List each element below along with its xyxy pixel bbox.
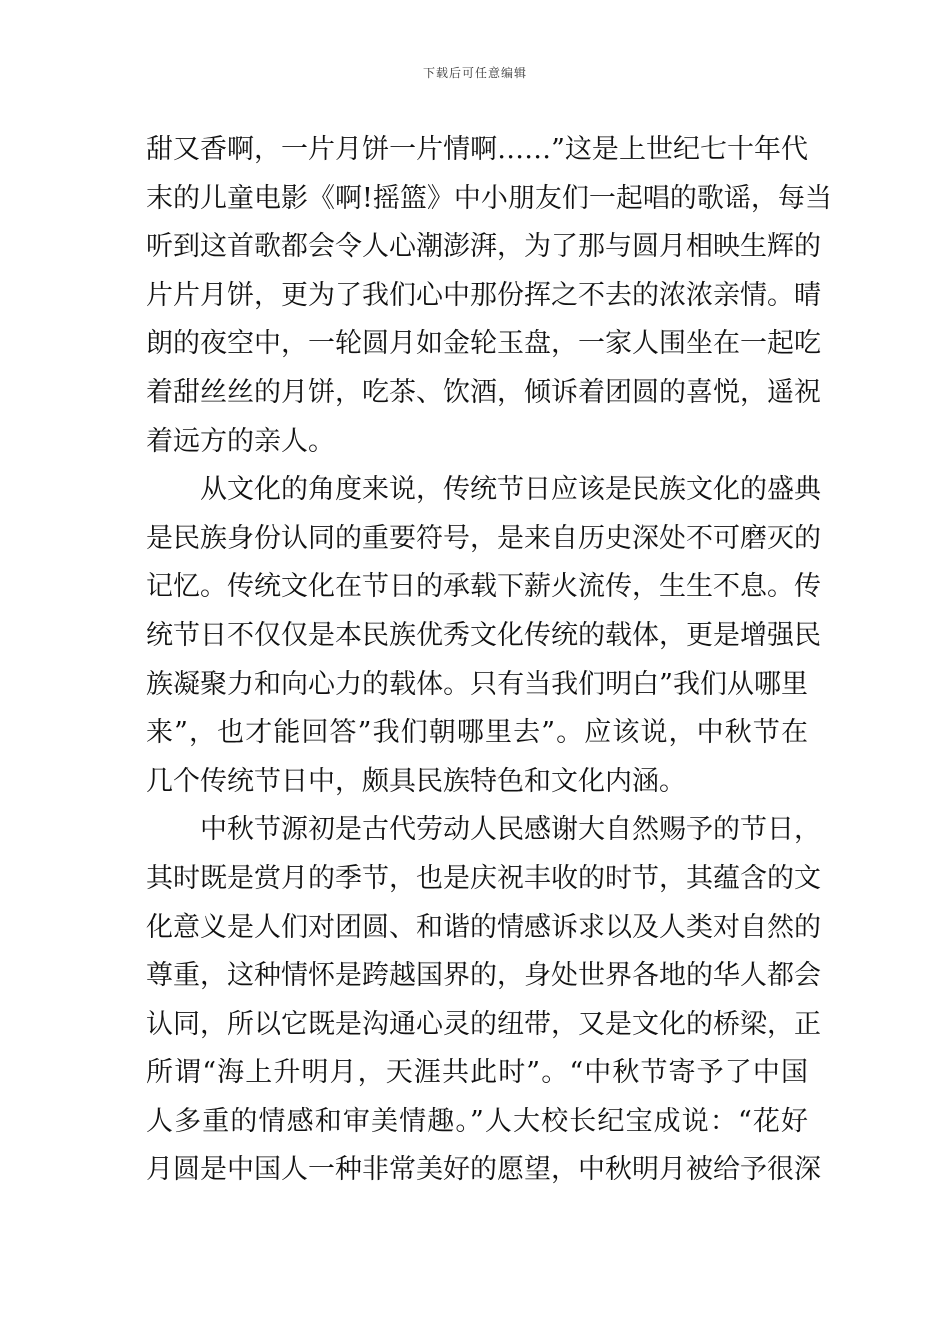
- text-line: 记忆。传统文化在节日的承载下薪火流传，生生不息。传: [146, 571, 821, 603]
- text-line: 尊重，这种情怀是跨越国界的，身处世界各地的华人都会: [146, 960, 821, 992]
- page-header: 下载后可任意编辑: [422, 66, 527, 80]
- paragraph-1: [146, 126, 832, 466]
- text-line: 月圆是中国人一种非常美好的愿望，中秋明月被给予很深: [146, 1154, 821, 1186]
- text-line: 甜又香啊，一片月饼一片情啊……”这是上世纪七十年代: [146, 134, 808, 165]
- paragraph-3: [146, 806, 821, 1195]
- text-line: 统节日不仅仅是本民族优秀文化传统的载体，更是增强民: [146, 619, 821, 651]
- text-line: 所谓“海上升明月，天涯共此时”。“中秋节寄予了中国: [146, 1057, 808, 1089]
- text-line: 着甜丝丝的月饼，吃茶、饮酒，倾诉着团圆的喜悦，遥祝: [146, 376, 821, 408]
- text-line: 是民族身份认同的重要符号，是来自历史深处不可磨灭的: [146, 522, 821, 554]
- text-line: 几个传统节日中，颇具民族特色和文化内涵。: [146, 765, 686, 797]
- text-line: 中秋节源初是古代劳动人民感谢大自然赐予的节日，: [200, 814, 821, 846]
- text-line: 片片月饼，更为了我们心中那份挥之不去的浓浓亲情。晴: [146, 279, 821, 311]
- text-line: 从文化的角度来说，传统节日应该是民族文化的盛典: [200, 474, 821, 506]
- text-line: 听到这首歌都会令人心潮澎湃，为了那与圆月相映生辉的: [146, 231, 821, 263]
- text-line: 化意义是人们对团圆、和谐的情感诉求以及人类对自然的: [146, 911, 821, 943]
- text-line: 来”，也才能回答”我们朝哪里去”。应该说，中秋节在: [146, 717, 808, 749]
- text-line: 族凝聚力和向心力的载体。只有当我们明白”我们从哪里: [146, 668, 808, 700]
- paragraph-2: [146, 466, 821, 806]
- text-line: 认同，所以它既是沟通心灵的纽带，又是文化的桥梁，正: [146, 1008, 821, 1040]
- text-line: 着远方的亲人。: [146, 425, 335, 457]
- document-body: [146, 126, 832, 1195]
- text-line: 其时既是赏月的季节，也是庆祝丰收的时节，其蕴含的文: [146, 862, 821, 894]
- text-line: 末的儿童电影《啊!摇篮》中小朋友们一起唱的歌谣，每当: [146, 182, 832, 214]
- text-line: 朗的夜空中，一轮圆月如金轮玉盘，一家人围坐在一起吃: [146, 328, 821, 360]
- text-line: 人多重的情感和审美情趣。”人大校长纪宝成说：“花好: [146, 1105, 808, 1137]
